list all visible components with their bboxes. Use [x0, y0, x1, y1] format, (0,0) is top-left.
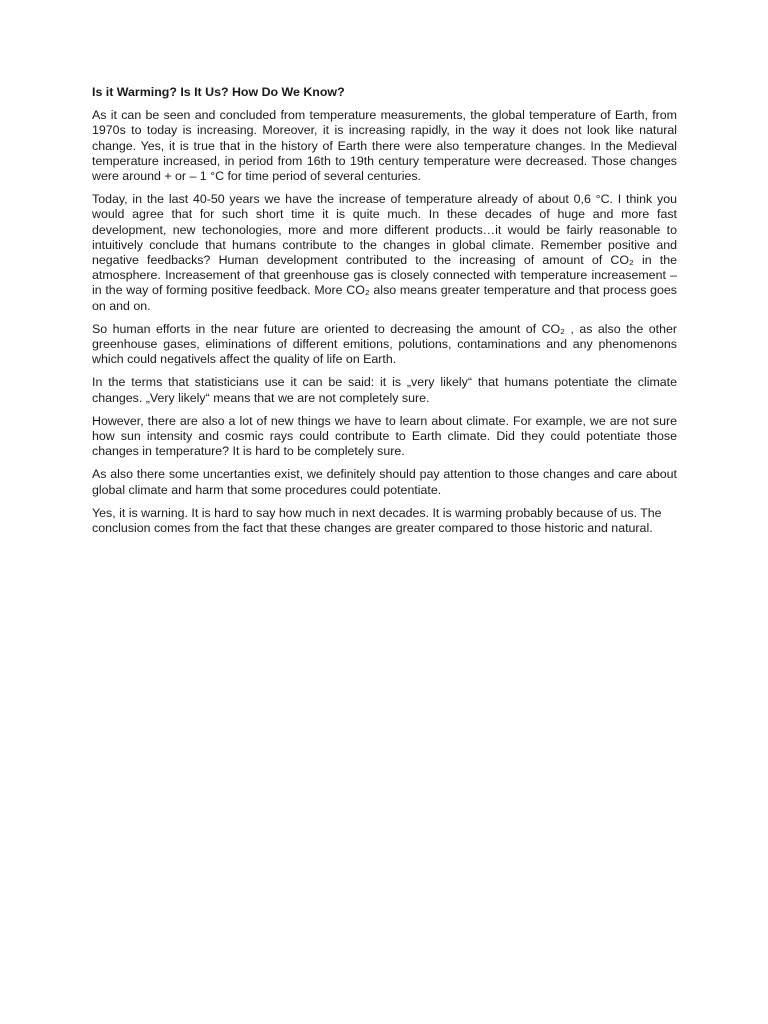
paragraph-6: As also there some uncertanties exist, we definitely should pay attention to those changes and care about global climate and harm that some procedures could potentiate. — [92, 467, 677, 497]
paragraph-2: Today, in the last 40-50 years we have the increase of temperature already of about 0,6 °C. I think you would agree that for such short time it is quite much. In these decades of huge and more fast development, new techonologies, more and more different products…it would be fairly reasonable to intuitively conclude that humans contribute to the changes in global climate. Remember positive and negative feedbacks? Human development contributed to the increasing of amount of CO₂ in the atmosphere. Increasement of that greenhouse gas is closely connected with temperature increasement – in the way of forming positive feedback. More CO₂ also means greater temperature and that process goes on and on. — [92, 192, 677, 313]
document-page — [92, 85, 677, 544]
paragraph-7: Yes, it is warning. It is hard to say how much in next decades. It is warming probably because of us. The conclusion comes from the fact that these changes are greater compared to those historic and natural. — [92, 505, 662, 536]
paragraph-4: In the terms that statisticians use it can be said: it is „very likely“ that humans potentiate the climate changes. „Very likely“ means that we are not completely sure. — [92, 375, 677, 405]
paragraph-5: However, there are also a lot of new things we have to learn about climate. For example, we are not sure how sun intensity and cosmic rays could contribute to Earth climate. Did they could potentiate those changes in temperature? It is hard to be completely sure. — [92, 413, 677, 459]
paragraph-3: So human efforts in the near future are oriented to decreasing the amount of CO₂ , as also the other greenhouse gases, eliminations of different emitions, polutions, contaminations and any phenomenons which could negativels affect the quality of life on Earth. — [92, 321, 677, 367]
document-title: Is it Warming? Is It Us? How Do We Know? — [92, 85, 345, 99]
paragraph-1: As it can be seen and concluded from temperature measurements, the global temperature of Earth, from 1970s to today is increasing. Moreover, it is increasing rapidly, in the way it does not look like natural change. Yes, it is true that in the history of Earth there were also temperature changes. In the Medieval temperature increased, in period from 16th to 19th century temperature were decreased. Those changes were around + or – 1 °C for time period of several centuries. — [92, 108, 677, 184]
